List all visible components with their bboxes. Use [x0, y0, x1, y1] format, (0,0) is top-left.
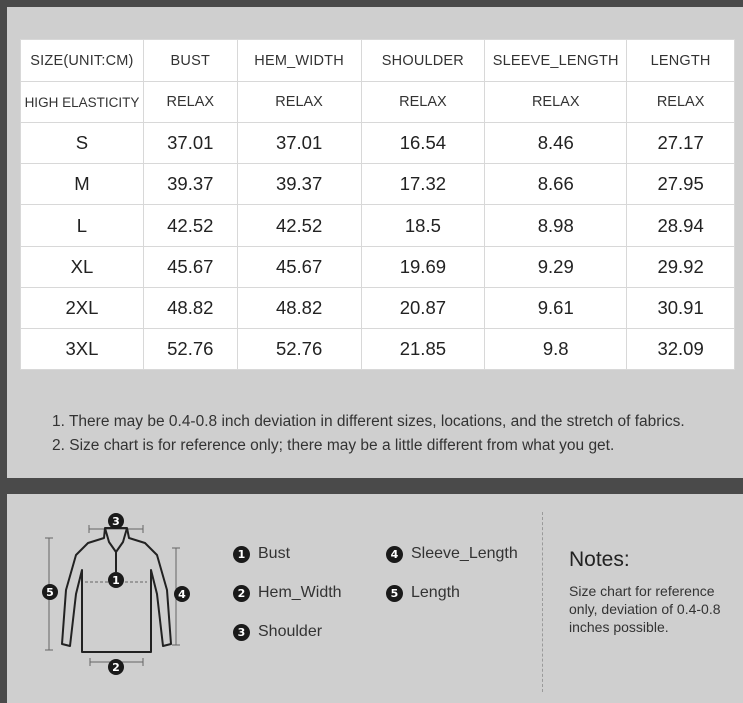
table-cell: 16.54 [361, 123, 485, 164]
table-cell: 48.82 [143, 287, 237, 328]
legend-item-shoulder [233, 623, 322, 641]
table-subheader-row [21, 82, 735, 123]
table-cell: 8.46 [485, 123, 627, 164]
legend-item-sleeve-length [386, 545, 518, 563]
table-cell: 27.17 [627, 123, 735, 164]
table-cell: 37.01 [237, 123, 361, 164]
table-cell: 48.82 [237, 287, 361, 328]
marker-3 [108, 513, 124, 529]
divider [542, 512, 543, 692]
table-cell: 17.32 [361, 164, 485, 205]
marker-1 [108, 572, 124, 588]
table-row [21, 205, 735, 246]
table-cell: 39.37 [143, 164, 237, 205]
table-cell: 18.5 [361, 205, 485, 246]
number-badge-icon: 4 [386, 546, 403, 563]
table-row [21, 328, 735, 369]
notes-title: Notes: [569, 548, 630, 571]
table-cell: 3XL [21, 328, 144, 369]
table-cell: 9.29 [485, 246, 627, 287]
table-cell: 42.52 [237, 205, 361, 246]
number-badge-icon: 1 [233, 546, 250, 563]
table-header-cell: BUST [143, 40, 237, 82]
table-cell: 52.76 [143, 328, 237, 369]
table-header-cell: SIZE(UNIT:CM) [21, 40, 144, 82]
legend-item-hem-width [233, 584, 342, 602]
table-cell: 27.95 [627, 164, 735, 205]
table-cell: 45.67 [143, 246, 237, 287]
marker-2 [108, 659, 124, 675]
table-cell: L [21, 205, 144, 246]
size-chart-panel [7, 7, 743, 478]
table-cell: 52.76 [237, 328, 361, 369]
legend-label: Shoulder [258, 623, 323, 640]
table-cell: 30.91 [627, 287, 735, 328]
legend-label: Bust [258, 545, 291, 562]
table-subheader-cell: RELAX [143, 82, 237, 123]
shirt-diagram [35, 510, 210, 675]
svg-text:5: 5 [46, 586, 54, 599]
table-header-cell: SLEEVE_LENGTH [485, 40, 627, 82]
legend-label: Length [411, 584, 460, 601]
table-header-cell: SHOULDER [361, 40, 485, 82]
number-badge-icon: 5 [386, 585, 403, 602]
table-row [21, 164, 735, 205]
table-cell: 19.69 [361, 246, 485, 287]
note-line: 1. There may be 0.4-0.8 inch deviation in different sizes, locations, and the stretch of fabrics. [52, 413, 685, 430]
table-header-cell: LENGTH [627, 40, 735, 82]
table-row [21, 287, 735, 328]
table-cell: 8.66 [485, 164, 627, 205]
table-cell: 42.52 [143, 205, 237, 246]
marker-4 [174, 586, 190, 602]
table-subheader-cell: RELAX [361, 82, 485, 123]
table-cell: 45.67 [237, 246, 361, 287]
table-subheader-cell: RELAX [485, 82, 627, 123]
number-badge-icon: 3 [233, 624, 250, 641]
table-row [21, 123, 735, 164]
table-cell: 2XL [21, 287, 144, 328]
table-header-row [21, 40, 735, 82]
table-cell: 9.8 [485, 328, 627, 369]
table-cell: 37.01 [143, 123, 237, 164]
table-header-cell: HEM_WIDTH [237, 40, 361, 82]
svg-text:3: 3 [112, 515, 120, 528]
svg-text:2: 2 [112, 661, 120, 674]
notes-body: Size chart for reference only, deviation of 0.4-0.8 inches possible. [569, 583, 721, 635]
table-subheader-cell: RELAX [237, 82, 361, 123]
table-subheader-cell: RELAX [627, 82, 735, 123]
table-cell: S [21, 123, 144, 164]
svg-text:1: 1 [112, 574, 120, 587]
legend-label: Sleeve_Length [411, 545, 518, 562]
note-line: 2. Size chart is for reference only; there may be a little different from what you get. [52, 437, 615, 454]
table-cell: 29.92 [627, 246, 735, 287]
table-cell: M [21, 164, 144, 205]
legend-item-length [386, 584, 460, 602]
table-subheader-cell: HIGH ELASTICITY [21, 82, 144, 123]
marker-5 [42, 584, 58, 600]
table-cell: 9.61 [485, 287, 627, 328]
number-badge-icon: 2 [233, 585, 250, 602]
size-table [20, 39, 735, 370]
table-cell: 39.37 [237, 164, 361, 205]
table-cell: XL [21, 246, 144, 287]
legend-label: Hem_Width [258, 584, 342, 601]
table-cell: 21.85 [361, 328, 485, 369]
legend-item-bust [233, 545, 290, 563]
svg-text:4: 4 [178, 588, 186, 601]
table-cell: 28.94 [627, 205, 735, 246]
table-cell: 20.87 [361, 287, 485, 328]
table-row [21, 246, 735, 287]
measurement-guide-panel [7, 494, 743, 703]
deviation-notes [52, 410, 685, 458]
table-cell: 32.09 [627, 328, 735, 369]
table-cell: 8.98 [485, 205, 627, 246]
